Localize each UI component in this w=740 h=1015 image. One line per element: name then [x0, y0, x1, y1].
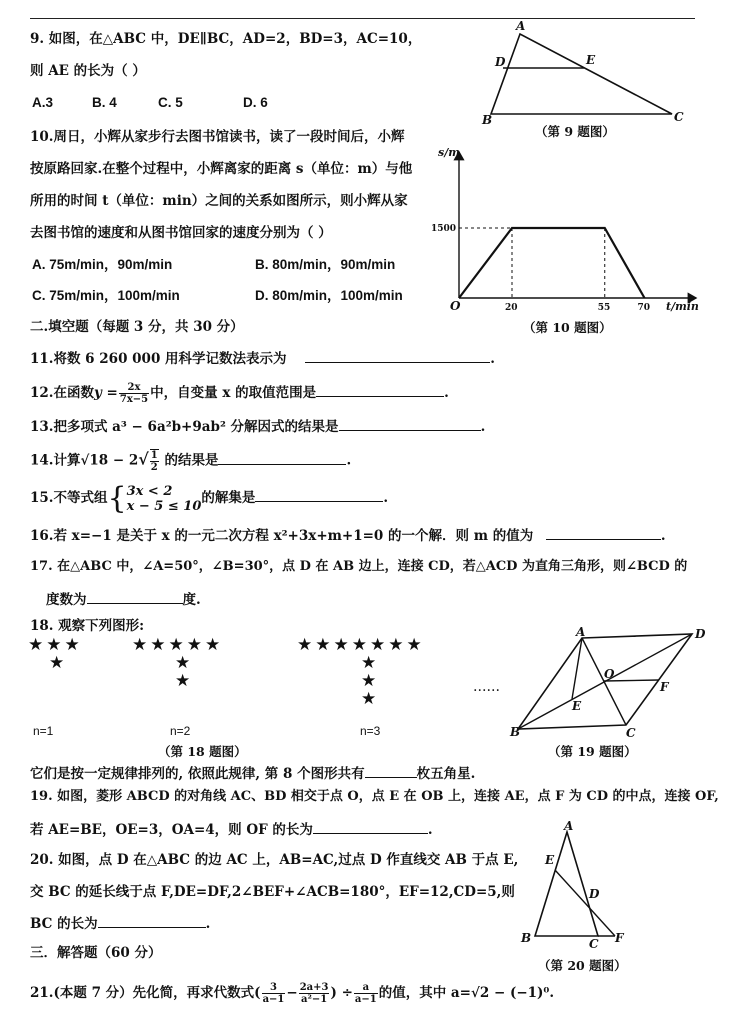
- q9-triangle-figure: [478, 20, 688, 130]
- q11-text: 11.将数 6 260 000 用科学记数法表示为: [30, 351, 287, 367]
- q20-line1: 20. 如图，点 D 在△ABC 的边 AC 上，AB=AC,过点 D 作直线交 AB 于点 E,: [30, 852, 519, 868]
- q10-option-c: C. 75m/min，100m/min: [32, 288, 180, 303]
- q17-line2-pre: 度数为: [46, 592, 87, 608]
- q10-line3: 所用的时间 t（单位：min）之间的关系如图所示，则小辉从家: [30, 193, 408, 209]
- q18-ellipsis: ……: [473, 679, 500, 695]
- q14-expr: √18 − 2: [80, 452, 139, 469]
- svg-text:E: E: [545, 853, 555, 867]
- q12-end: .: [444, 385, 449, 401]
- svg-text:C: C: [589, 937, 599, 951]
- section-3-heading: 三．解答题（60 分）: [30, 945, 162, 961]
- q21-frac2: $\frac{2a+3}{\text{a²−1}}$: [299, 982, 329, 1005]
- q10-line4: 去图书馆的速度和从图书馆回家的速度分别为（ ）: [30, 225, 332, 241]
- q21-frac3: $\frac{a}{a-1}$: [354, 982, 377, 1005]
- q21-pre: 21.(本题 7 分）先化简，再求代数式(: [30, 985, 261, 1001]
- q18-tail: [30, 764, 475, 783]
- q15-answer-blank[interactable]: [255, 488, 383, 502]
- q9-label-c: C: [674, 110, 684, 124]
- q9-option-d: D. 6: [243, 95, 268, 110]
- q19-line2-end: .: [427, 822, 433, 838]
- y-axis-label: s/m: [438, 146, 460, 159]
- q9-label-a: A: [516, 19, 526, 33]
- q21-mid: ) ÷: [330, 985, 353, 1001]
- q20-line3-end: .: [205, 916, 211, 932]
- q10-distance-time-chart: [430, 140, 702, 318]
- y-tick-1500: 1500: [431, 224, 457, 234]
- q9-label-e: E: [586, 53, 596, 67]
- q9-option-b: B. 4: [92, 95, 117, 110]
- q15-system: [127, 484, 202, 514]
- q18-label-n2: n=2: [170, 724, 191, 738]
- x-tick-55: 55: [597, 303, 611, 313]
- q9-option-a: A.3: [32, 95, 54, 110]
- q18-figure-n1: ★★★ ★: [28, 635, 83, 673]
- q11-end: .: [490, 351, 495, 367]
- q17-line1: 17. 在△ABC 中，∠A=50°，∠B=30°，点 D 在 AB 边上，连接 CD，若△ACD 为直角三角形，则∠BCD 的: [30, 559, 688, 574]
- q19-caption: （第 19 题图）: [548, 744, 637, 759]
- q19-rhombus-figure: [508, 626, 708, 741]
- svg-text:O: O: [604, 667, 615, 681]
- q21: [30, 980, 554, 1006]
- q16: [30, 526, 666, 545]
- q18-answer-blank[interactable]: [365, 764, 417, 778]
- q14-num: 1: [150, 450, 158, 461]
- q18-label-n3: n=3: [360, 724, 381, 738]
- q9-line2: 则 AE 的长为（ ）: [30, 63, 146, 79]
- q19-line2: [30, 820, 433, 839]
- q20-line2: 交 BC 的延长线于点 F,DE=DF,2∠BEF+∠ACB=180°，EF=12,CD=5,则: [30, 884, 515, 900]
- x-tick-20: 20: [505, 303, 518, 313]
- q15-pre: 15.不等式组: [30, 490, 108, 506]
- q19-line2-pre: 若 AE=BE，OE=3，OA=4，则 OF 的长为: [30, 822, 313, 838]
- q18-tail-pre: 它们是按一定规律排列的, 依照此规律, 第 8 个图形共有: [30, 766, 365, 782]
- q21-post: 的值，其中 a=√2 − (−1)⁰.: [378, 985, 555, 1001]
- q9-option-c: C. 5: [158, 95, 183, 110]
- q14: 14.计算√18 − 2√ $\frac{1}{2}$ 的结果是 .: [30, 449, 352, 473]
- q14-answer-blank[interactable]: [218, 451, 346, 465]
- q20-triangle-figure: [515, 818, 635, 950]
- q15-end: .: [383, 490, 389, 506]
- q19-line1: 19. 如图，菱形 ABCD 的对角线 AC、BD 相交于点 O，点 E 在 OB 上，连接 AE，点 F 为 CD 的中点，连接 OF,: [30, 789, 719, 804]
- q10-line2: 按原路回家.在整个过程中，小辉离家的距离 s（单位：m）与他: [30, 161, 413, 177]
- q20-line3: [30, 914, 210, 933]
- q21-minus: −: [286, 985, 298, 1001]
- x-axis-label: t/min: [666, 300, 699, 313]
- q15-ineq2: x − 5 ≤ 10: [126, 498, 202, 514]
- q12-post: 中，自变量 x 的取值范围是: [150, 385, 317, 401]
- origin-label: O: [450, 299, 461, 313]
- q10-option-d: D. 80m/min，100m/min: [255, 288, 403, 303]
- q18-figure-n3: ★★★★★★★ ★ ★ ★: [297, 635, 425, 709]
- svg-text:A: A: [576, 625, 586, 639]
- q20-answer-blank[interactable]: [98, 914, 206, 928]
- q10-caption: （第 10 题图）: [523, 320, 612, 335]
- q16-end: .: [660, 528, 666, 544]
- q10-line1: 10.周日，小辉从家步行去图书馆读书，读了一段时间后，小辉: [30, 129, 405, 145]
- q20-caption: （第 20 题图）: [538, 958, 627, 973]
- q14-fraction: [150, 449, 159, 473]
- q12: [30, 382, 449, 405]
- svg-text:F: F: [615, 931, 624, 945]
- q13-text: 13.把多项式 a³ − 6a²b+9ab² 分解因式的结果是: [30, 419, 339, 435]
- q15-ineq1: 3x < 2: [126, 483, 173, 499]
- q18-figure-n2: ★★★★★ ★ ★: [132, 635, 224, 691]
- q13: [30, 417, 485, 436]
- svg-text:A: A: [564, 819, 574, 833]
- q14-end: .: [346, 452, 352, 469]
- q13-answer-blank[interactable]: [339, 417, 481, 431]
- q14-den: 2: [150, 462, 158, 473]
- q18-title: 18. 观察下列图形:: [30, 618, 145, 634]
- svg-text:F: F: [660, 680, 669, 694]
- q12-y: y =: [94, 385, 118, 401]
- q15: 15.不等式组{ 3x < 2 x − 5 ≤ 10 的解集是 .: [30, 480, 389, 516]
- q17-answer-blank[interactable]: [87, 590, 183, 604]
- q14-pre: 14.计算: [30, 452, 81, 469]
- section-2-heading: 二.填空题（每题 3 分，共 30 分）: [30, 319, 244, 335]
- svg-text:C: C: [626, 726, 636, 740]
- q10-option-b: B. 80m/min，90m/min: [255, 257, 396, 272]
- q20-line3-pre: BC 的长为: [30, 916, 98, 932]
- q19-answer-blank[interactable]: [313, 820, 428, 834]
- q17-line2-end: 度.: [182, 592, 201, 608]
- svg-text:D: D: [589, 887, 600, 901]
- q11: [30, 349, 495, 368]
- q12-num: 2x: [119, 382, 149, 394]
- q9-caption: （第 9 题图）: [535, 124, 615, 139]
- q18-label-n1: n=1: [33, 724, 54, 738]
- svg-text:D: D: [695, 627, 706, 641]
- q9-label-d: D: [495, 55, 506, 69]
- q16-text: 16.若 x=−1 是关于 x 的一元二次方程 x²+3x+m+1=0 的一个解．则 m 的值为: [30, 528, 534, 544]
- svg-text:E: E: [572, 699, 582, 713]
- q14-post: 的结果是: [164, 452, 219, 469]
- q9-line1: 9. 如图，在△ABC 中，DE∥BC，AD=2，BD=3，AC=10，: [30, 31, 422, 47]
- q9-label-b: B: [482, 113, 493, 127]
- top-rule: [30, 18, 695, 19]
- svg-text:B: B: [521, 931, 532, 945]
- q12-den: 7x−5: [119, 394, 149, 405]
- q18-tail-post: 枚五角星.: [416, 766, 476, 782]
- series-line: [459, 228, 645, 298]
- q18-caption: （第 18 题图）: [158, 744, 247, 759]
- q12-fraction: [119, 382, 149, 405]
- q17-line2: [46, 590, 201, 609]
- q11-answer-blank[interactable]: [305, 349, 490, 363]
- q10-option-a: A. 75m/min，90m/min: [32, 257, 173, 272]
- q16-answer-blank[interactable]: [546, 526, 661, 540]
- svg-text:B: B: [510, 725, 521, 739]
- q15-post: 的解集是: [201, 490, 256, 506]
- q13-end: .: [480, 419, 486, 435]
- q21-frac1: $\frac{3}{a-1}$: [262, 982, 285, 1005]
- x-tick-70: 70: [637, 303, 651, 313]
- q12-answer-blank[interactable]: [316, 383, 444, 397]
- q12-pre: 12.在函数: [30, 385, 94, 401]
